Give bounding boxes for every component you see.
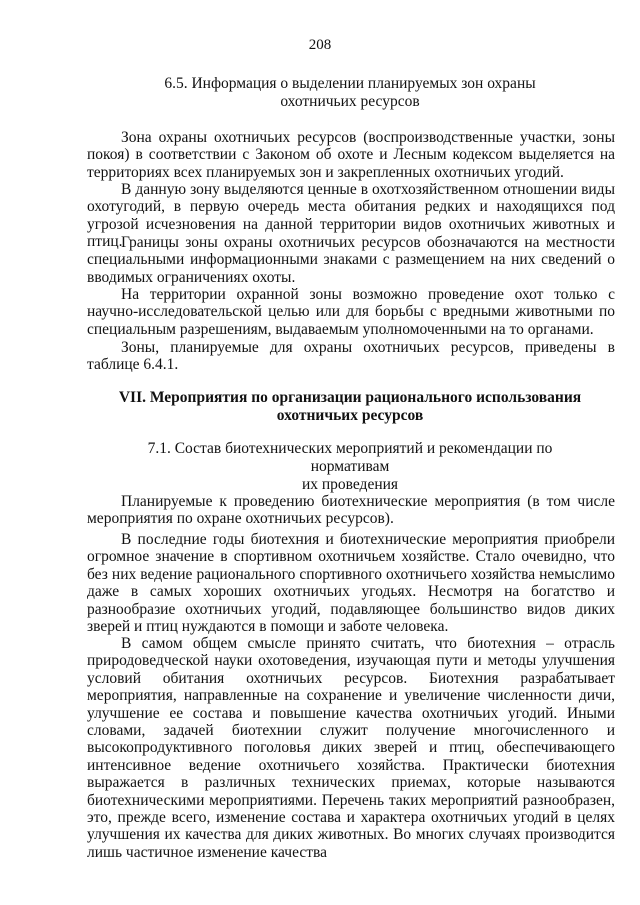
paragraph: На территории охранной зоны возможно проведение охот только с научно-исследовательской целью или для борьбы с вредными животными по специальным разрешениям, выдаваемым уполномоченными на то органами. <box>87 286 615 338</box>
section-6-5-title-line1: 6.5. Информация о выделении планируемых зон охраны <box>164 75 536 92</box>
section-7-title <box>110 389 590 425</box>
section-7-1-title-line1: 7.1. Состав биотехнических мероприятий и рекомендации по нормативам <box>147 440 553 475</box>
paragraph: Зона охраны охотничьих ресурсов (воспроизводственные участки, зоны покоя) в соответствии с Законом об охоте и Лесным кодексом выделяется на территориях всех планируемых зон и закрепленных охотничьих угодий. <box>87 129 615 181</box>
section-7-1-title-line2: их проведения <box>301 476 399 493</box>
paragraph: В данную зону выделяются ценные в охотхозяйственном отношении виды охотугодий, в первую очередь места обитания редких и находящихся под угрозой исчезновения на данной территории видов охотничьих животных и птиц. <box>87 181 615 251</box>
section-6-5-title-line2: охотничьих ресурсов <box>280 93 420 110</box>
section-7-1-title <box>110 440 590 494</box>
page-number: 208 <box>308 37 332 53</box>
paragraph: В самом общем смысле принято считать, что биотехния – отрасль природоведческой науки охотоведения, изучающая пути и методы улучшения условий обитания охотничьих ресурсов. Биотехния разрабатывает мероприятия, направленные на сохранение и увеличение численности дичи, улучшение ее состава и повышение качества охотничьих угодий. Иными словами, задачей биотехнии служит получение многочисленного и высокопродуктивного поголовья диких зверей и птиц, обеспечивающего интенсивное ведение охотничьего хозяйства. Практически биотехния выражается в различных технических приемах, которые называются биотехническими мероприятиями. Перечень таких мероприятий разнообразен, это, прежде всего, изменение состава и характера охотничьих угодий в целях улучшения их качества для диких животных. Во многих случаях производится лишь частичное изменение качества <box>87 635 615 861</box>
paragraph: Границы зоны охраны охотничьих ресурсов обозначаются на местности специальными информационными знаками с размещением на них сведений о вводимых ограничениях охоты. <box>87 234 615 286</box>
section-7-title-line2: охотничьих ресурсов <box>276 407 424 424</box>
section-7-title-line1: VII. Мероприятия по организации рационального использования <box>118 389 582 406</box>
paragraph: В последние годы биотехния и биотехнические мероприятия приобрели огромное значение в спортивном охотничьем хозяйстве. Стало очевидно, что без них ведение рационального спортивного охотничьего хозяйства немыслимо даже в самых хороших охотничьих угодьях. Несмотря на богатство и разнообразие охотничьих угодий, подавляющее большинство видов диких зверей и птиц нуждаются в помощи и заботе человека. <box>87 531 615 636</box>
paragraph: Планируемые к проведению биотехнические мероприятия (в том числе мероприятия по охране охотничьих ресурсов). <box>87 493 615 528</box>
paragraph: Зоны, планируемые для охраны охотничьих ресурсов, приведены в таблице 6.4.1. <box>87 339 615 374</box>
section-6-5-title <box>110 75 590 111</box>
